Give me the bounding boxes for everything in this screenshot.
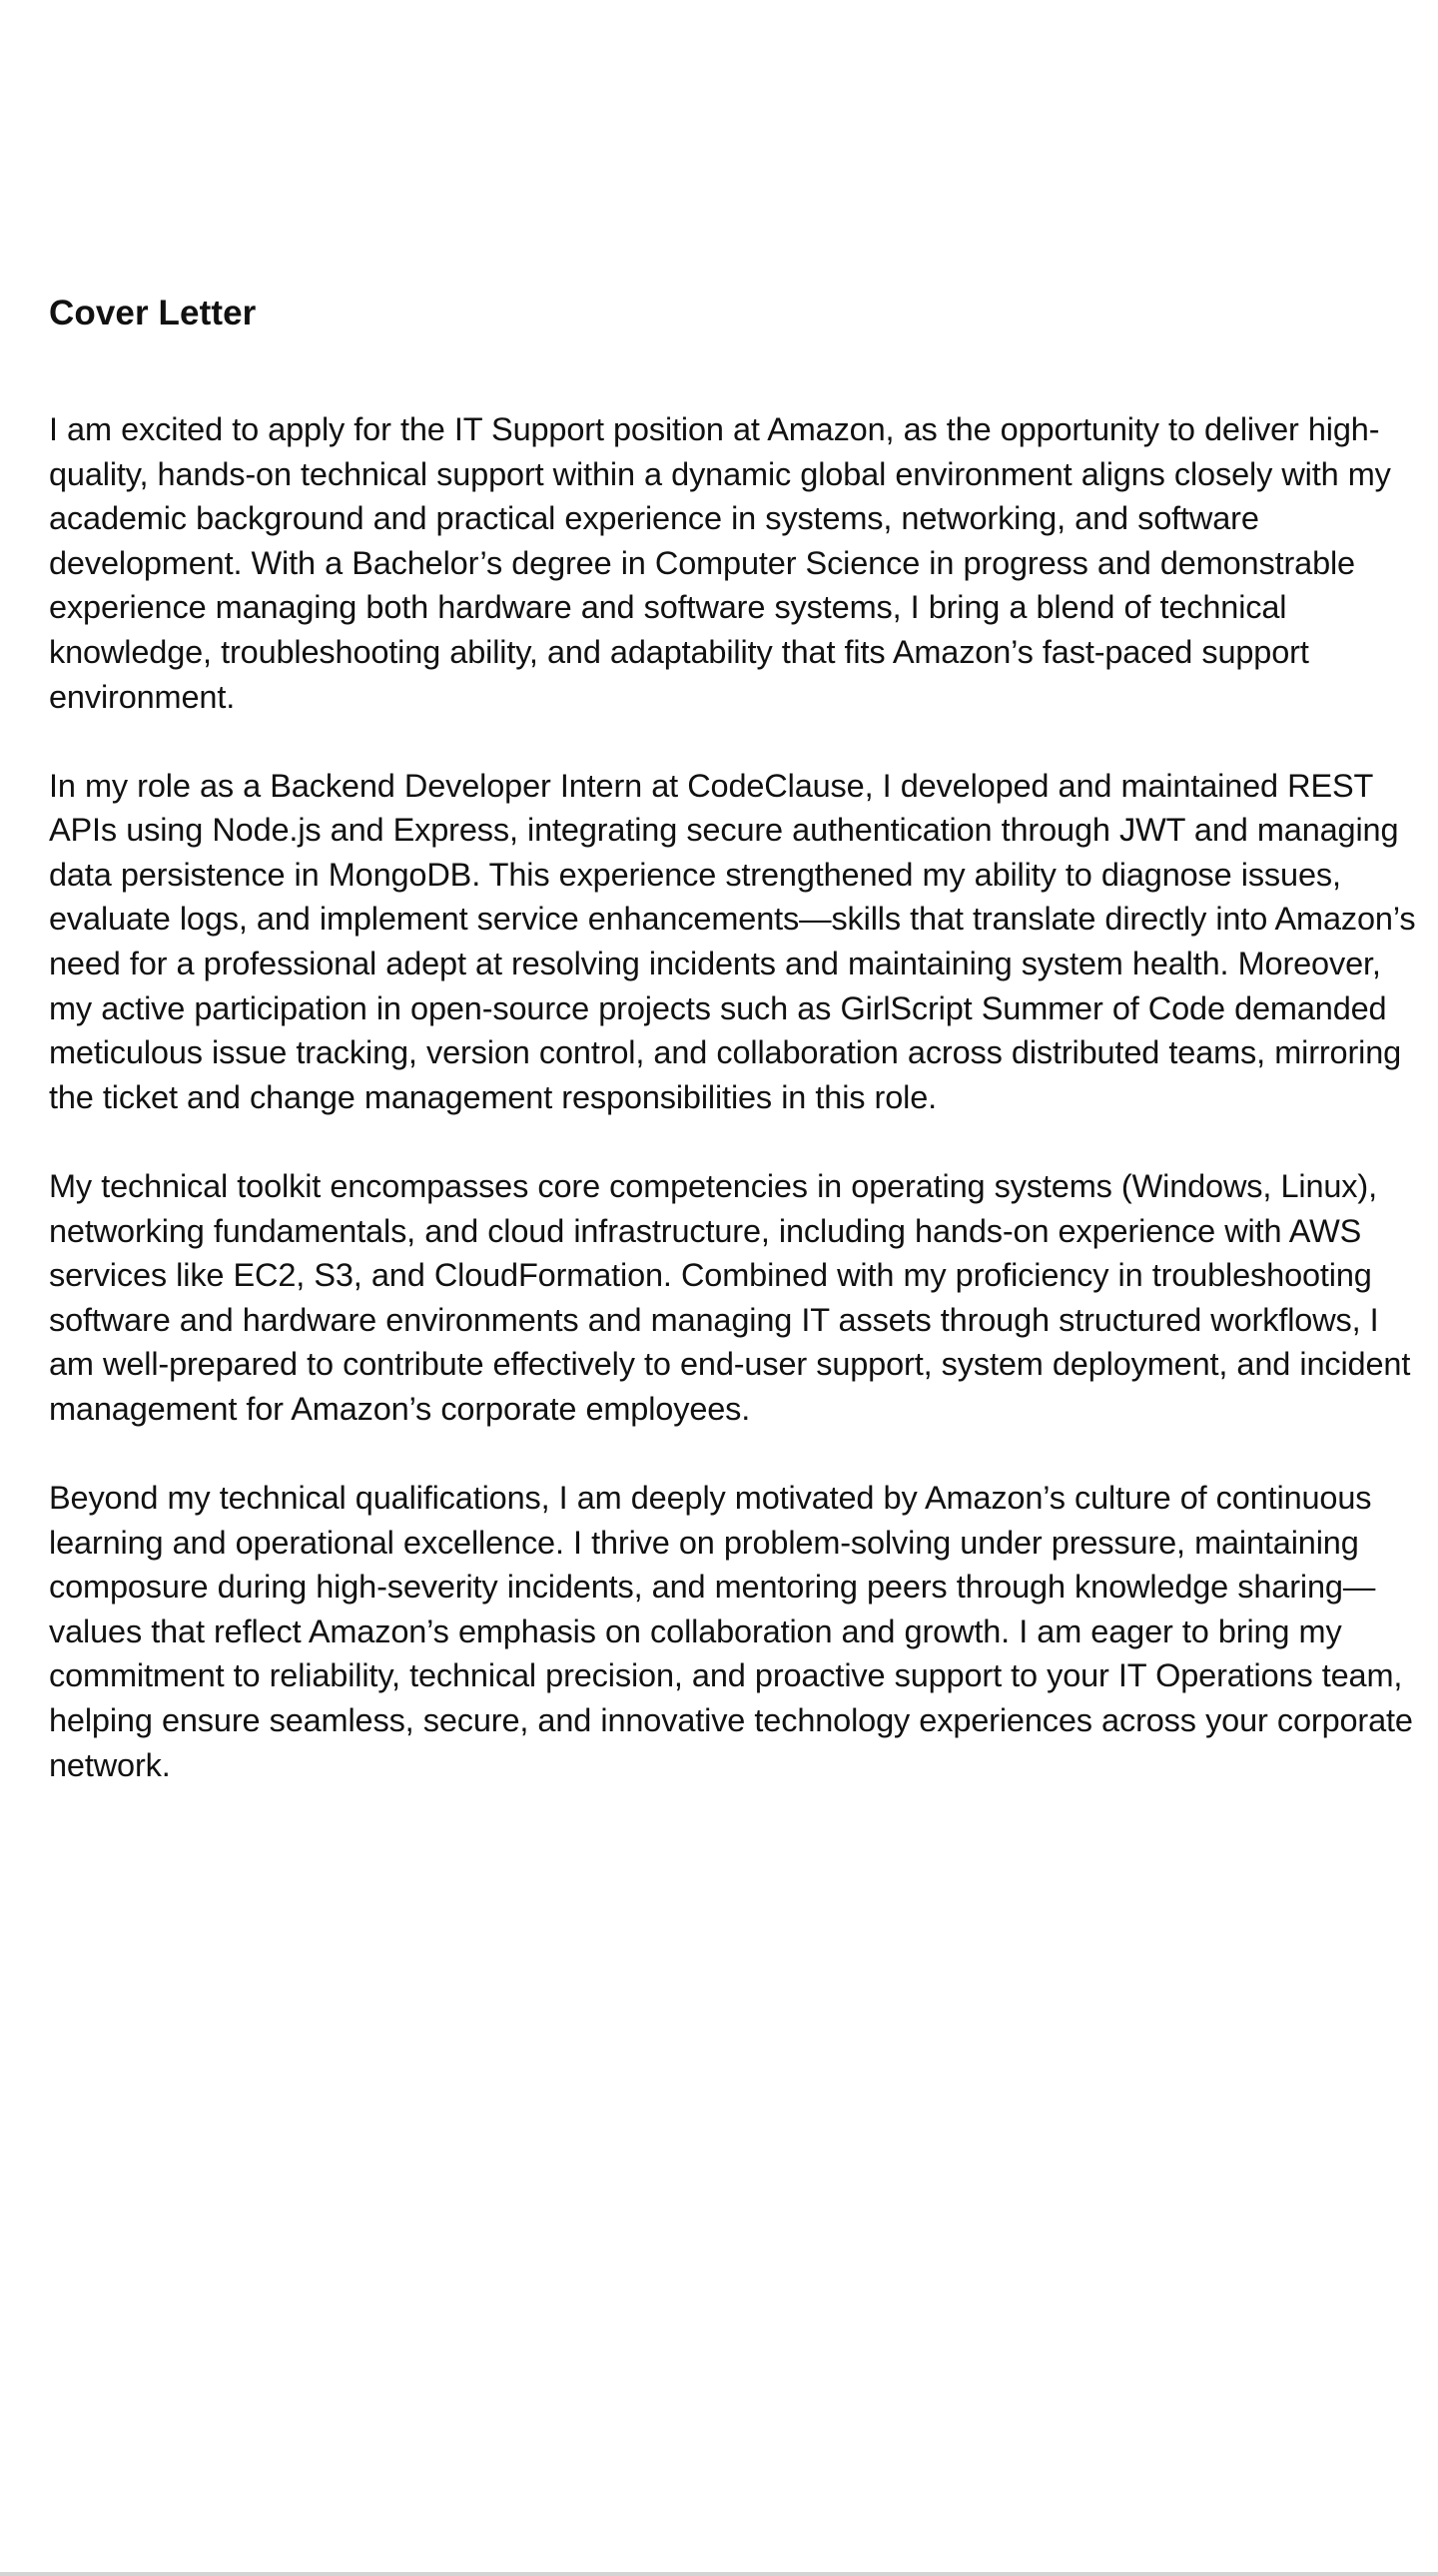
paragraph-technical-toolkit: My technical toolkit encompasses core competencies in operating systems (Windows, Linux), networking fundamentals, and cloud infrastructure, including hands-on experience with AWS services like EC2, S3, and CloudFormation. Combined with my proficiency in troubleshooting software and hardware environments and managing IT assets through structured workflows, I am well-prepared to contribute effectively to end-user support, system deployment, and incident management for Amazon’s corporate employees. — [49, 1167, 1411, 1427]
letter-body — [49, 407, 1425, 1787]
page-bottom-border — [0, 2572, 1438, 2576]
paragraph-introduction: I am excited to apply for the IT Support position at Amazon, as the opportunity to deliver high-quality, hands-on technical support within a dynamic global environment aligns closely with my academic background and practical experience in systems, networking, and software development. With a Bachelor’s degree in Computer Science in progress and demonstrable experience managing both hardware and software systems, I bring a blend of technical knowledge, troubleshooting ability, and adaptability that fits Amazon’s fast-paced support environment. — [49, 411, 1391, 715]
letter-content — [49, 290, 1425, 1787]
paragraph-motivation: Beyond my technical qualifications, I am deeply motivated by Amazon’s culture of continuous learning and operational excellence. I thrive on problem-solving under pressure, maintaining composure during high-severity incidents, and mentoring peers through knowledge sharing—values that reflect Amazon’s emphasis on collaboration and growth. I am eager to bring my commitment to reliability, technical precision, and proactive support to your IT Operations team, helping ensure seamless, secure, and innovative technology experiences across your corporate network. — [49, 1479, 1413, 1783]
page-title: Cover Letter — [49, 294, 257, 332]
paragraph-internship-experience: In my role as a Backend Developer Intern at CodeClause, I developed and maintained REST APIs using Node.js and Express, integrating secure authentication through JWT and managing data persistence in MongoDB. This experience strengthened my ability to diagnose issues, evaluate logs, and implement service enhancements—skills that translate directly into Amazon’s need for a professional adept at resolving incidents and maintaining system health. Moreover, my active participation in open-source projects such as GirlScript Summer of Code demanded meticulous issue tracking, version control, and collaboration across distributed teams, mirroring the ticket and change management responsibilities in this role. — [49, 767, 1416, 1115]
